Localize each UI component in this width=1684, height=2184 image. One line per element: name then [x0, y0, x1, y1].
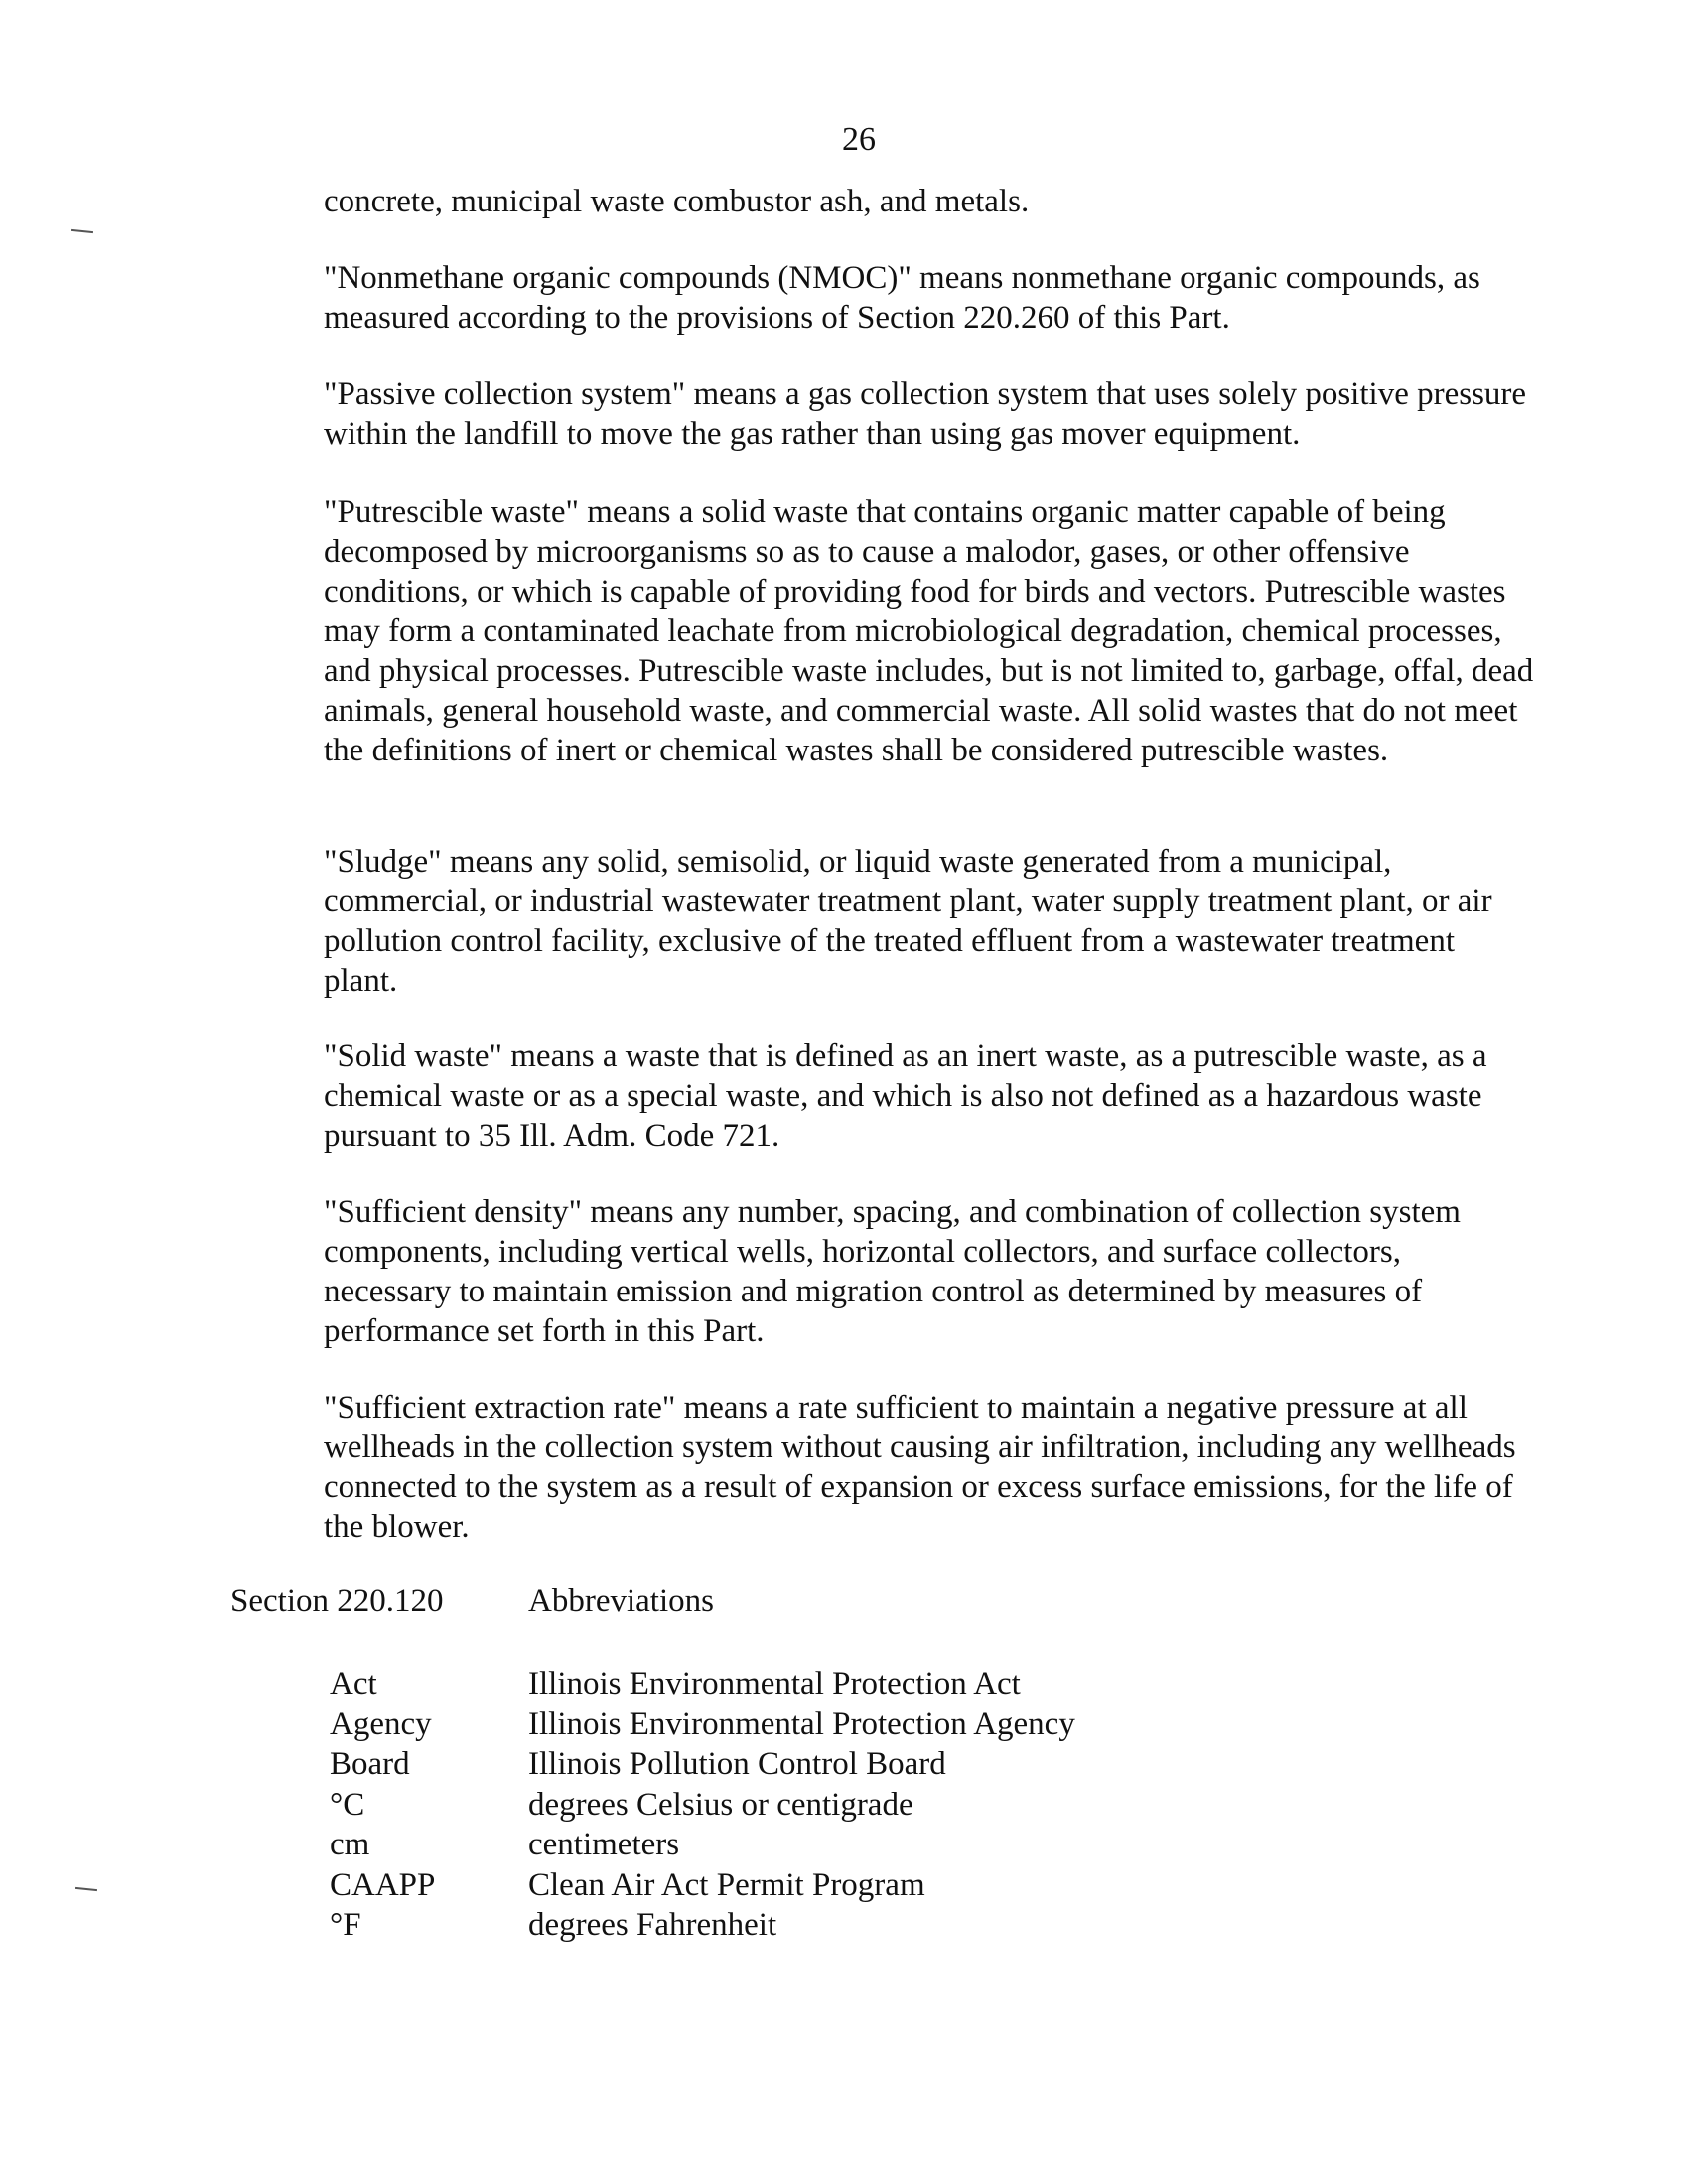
abbreviation-term: °F — [330, 1907, 361, 1943]
abbreviation-definition: degrees Fahrenheit — [528, 1907, 777, 1943]
abbreviation-term: Board — [330, 1746, 410, 1782]
scan-margin-mark — [71, 229, 93, 233]
abbreviation-term: Act — [330, 1666, 377, 1702]
abbreviation-definition: centimeters — [528, 1827, 680, 1862]
definition-continuation: concrete, municipal waste combustor ash, and metals. — [324, 184, 1030, 219]
abbreviation-term: Agency — [330, 1706, 432, 1742]
definition-sufficient-density: "Sufficient density" means any number, spacing, and combination of collection system components, including vertical wells, horizontal collectors, and surface collectors, necessary to maintain emission and migration control as determined by measures of performance set forth in this Part. — [324, 1194, 1461, 1349]
definition-sufficient-extraction-rate: "Sufficient extraction rate" means a rate sufficient to maintain a negative pressure at all wellheads in the collection system without causing air infiltration, including any wellheads connected to the system as a result of expansion or excess surface emissions, for the life of the blower. — [324, 1390, 1516, 1545]
abbreviation-definition: Illinois Environmental Protection Agency — [528, 1706, 1075, 1742]
abbreviation-definition: degrees Celsius or centigrade — [528, 1786, 913, 1823]
definition-putrescible-waste: "Putrescible waste" means a solid waste that contains organic matter capable of being decomposed by microorganisms so as to cause a malodor, gases, or other offensive conditions, or which is capable of providing food for birds and vectors. Putrescible wastes may form a contaminated leachate from microbiological degradation, chemical processes, and physical processes. Putrescible waste includes, but is not limited to, garbage, offal, dead animals, general household waste, and commercial waste. All solid wastes that do not meet the definitions of inert or chemical wastes shall be considered putrescible wastes. — [324, 494, 1534, 768]
abbreviation-term: °C — [330, 1786, 365, 1823]
definition-nmoc: "Nonmethane organic compounds (NMOC)" means nonmethane organic compounds, as measured according to the provisions of Section 220.260 of this Part. — [324, 260, 1480, 336]
section-title: Abbreviations — [528, 1583, 714, 1619]
abbreviation-term: cm — [330, 1827, 370, 1862]
scan-margin-mark — [75, 1887, 97, 1891]
abbreviation-term: CAAPP — [330, 1866, 436, 1903]
definition-passive-collection-system: "Passive collection system" means a gas collection system that uses solely positive pressure within the landfill to move the gas rather than using gas mover equipment. — [324, 376, 1527, 452]
page-number: 26 — [842, 121, 876, 158]
definition-solid-waste: "Solid waste" means a waste that is defined as an inert waste, as a putrescible waste, as a chemical waste or as a special waste, and which is also not defined as a hazardous waste pursuant to 35 Ill. Adm. Code 721. — [324, 1038, 1487, 1154]
abbreviation-definition: Clean Air Act Permit Program — [528, 1866, 925, 1903]
definition-sludge: "Sludge" means any solid, semisolid, or liquid waste generated from a municipal, commercial, or industrial wastewater treatment plant, water supply treatment plant, or air pollution control facility, exclusive of the treated effluent from a wastewater treatment plant. — [324, 844, 1492, 999]
section-number: Section 220.120 — [230, 1583, 444, 1619]
abbreviation-definition: Illinois Pollution Control Board — [528, 1746, 946, 1782]
abbreviation-definition: Illinois Environmental Protection Act — [528, 1666, 1021, 1702]
